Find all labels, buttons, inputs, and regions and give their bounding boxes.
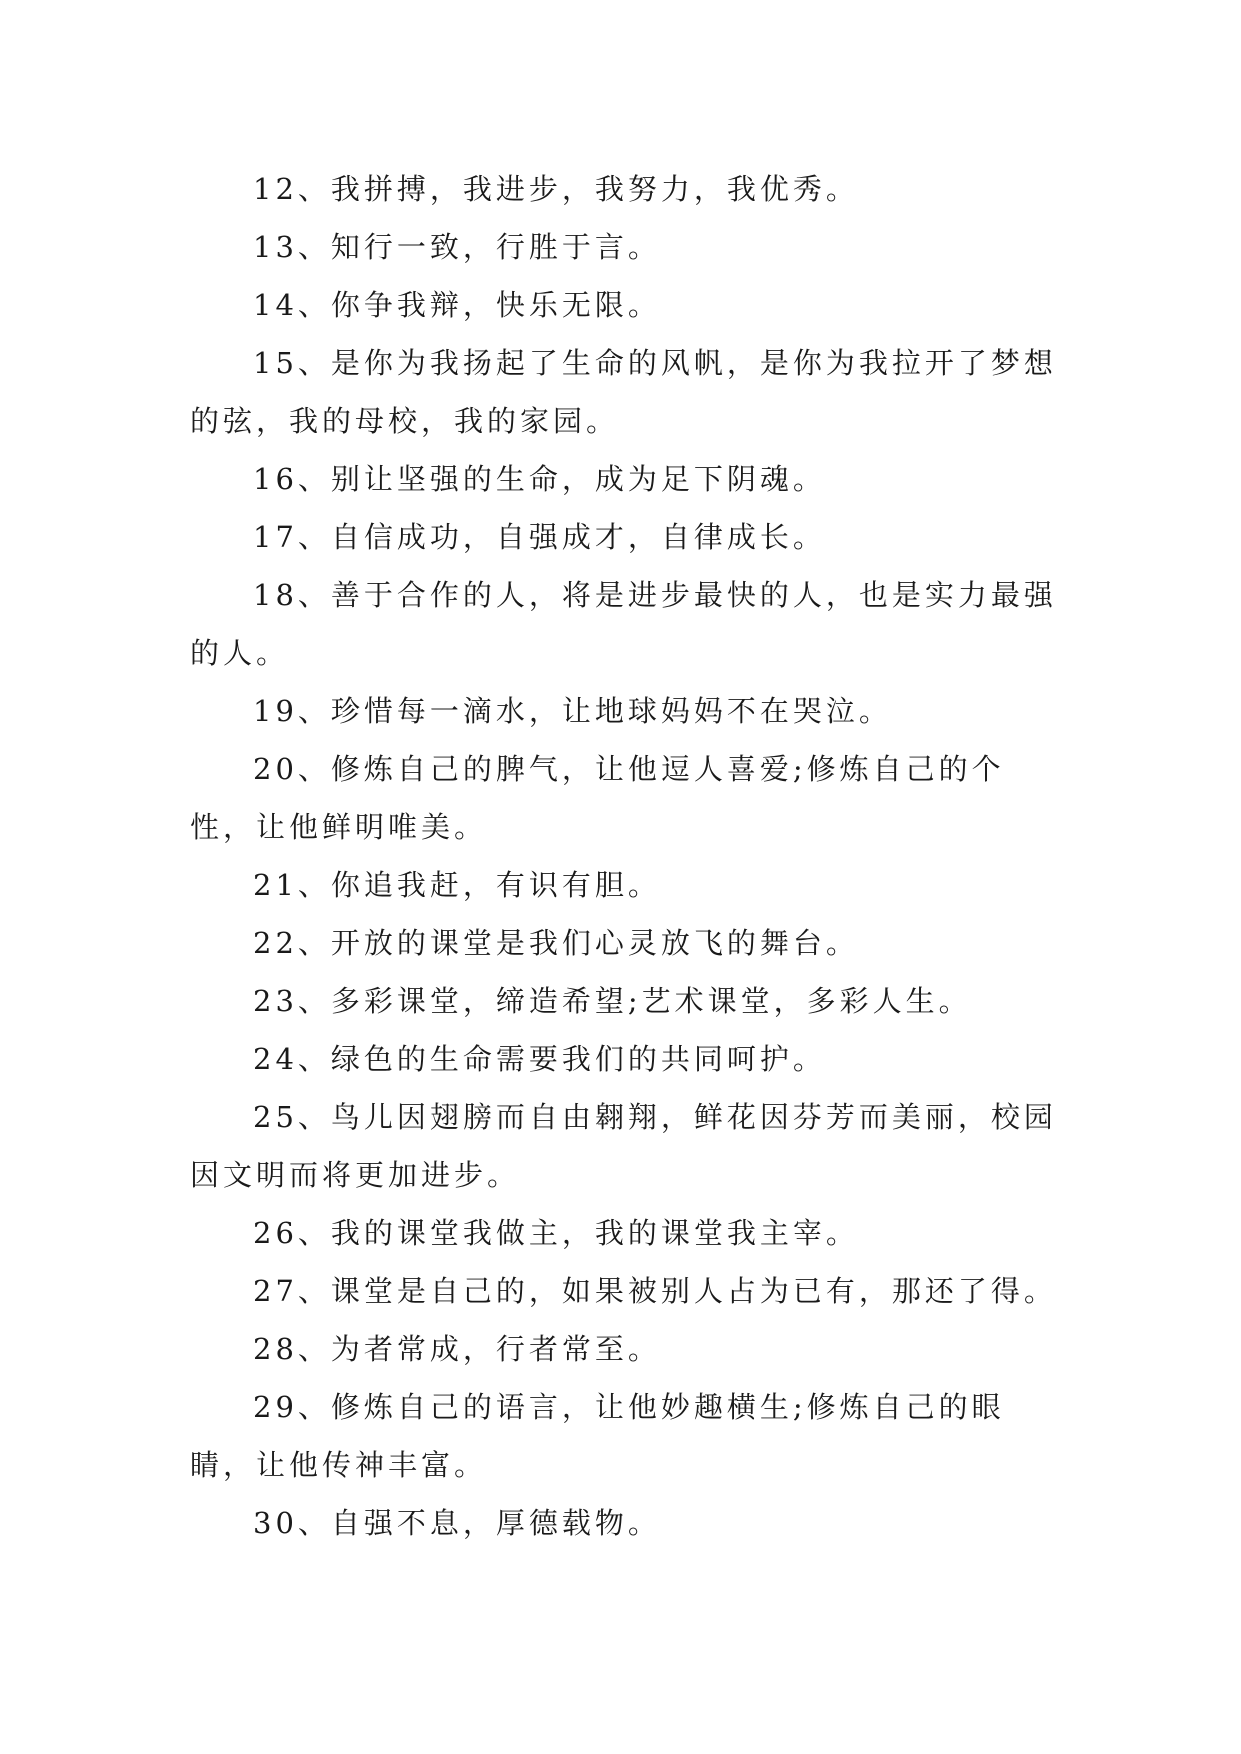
slogan-item-19: 19、珍惜每一滴水，让地球妈妈不在哭泣。 <box>253 694 892 728</box>
slogan-item-17: 17、自信成功，自强成才，自律成长。 <box>253 520 826 554</box>
slogan-item-30: 30、自强不息，厚德载物。 <box>253 1506 661 1540</box>
slogan-item-22: 22、开放的课堂是我们心灵放飞的舞台。 <box>253 926 859 960</box>
slogan-item-20: 20、修炼自己的脾气，让他逗人喜爱;修炼自己的个性，让他鲜明唯美。 <box>190 752 1005 844</box>
slogan-item-25: 25、鸟儿因翅膀而自由翱翔，鲜花因芬芳而美丽，校园因文明而将更加进步。 <box>190 1100 1057 1192</box>
slogan-item-18: 18、善于合作的人，将是进步最快的人，也是实力最强的人。 <box>190 578 1057 670</box>
slogan-list <box>190 160 1070 1552</box>
slogan-item-27: 27、课堂是自己的，如果被别人占为已有，那还了得。 <box>253 1274 1057 1308</box>
slogan-item-24: 24、绿色的生命需要我们的共同呵护。 <box>253 1042 826 1076</box>
slogan-item-23: 23、多彩课堂，缔造希望;艺术课堂，多彩人生。 <box>253 984 972 1018</box>
slogan-item-29: 29、修炼自己的语言，让他妙趣横生;修炼自己的眼睛，让他传神丰富。 <box>190 1390 1005 1482</box>
slogan-item-26: 26、我的课堂我做主，我的课堂我主宰。 <box>253 1216 859 1250</box>
slogan-item-13: 13、知行一致，行胜于言。 <box>253 230 661 264</box>
slogan-item-16: 16、别让坚强的生命，成为足下阴魂。 <box>253 462 826 496</box>
slogan-item-28: 28、为者常成，行者常至。 <box>253 1332 661 1366</box>
slogan-item-15: 15、是你为我扬起了生命的风帆，是你为我拉开了梦想的弦，我的母校，我的家园。 <box>190 346 1057 438</box>
slogan-item-21: 21、你追我赶，有识有胆。 <box>253 868 661 902</box>
slogan-item-14: 14、你争我辩，快乐无限。 <box>253 288 661 322</box>
slogan-item-12: 12、我拼搏，我进步，我努力，我优秀。 <box>253 172 859 206</box>
